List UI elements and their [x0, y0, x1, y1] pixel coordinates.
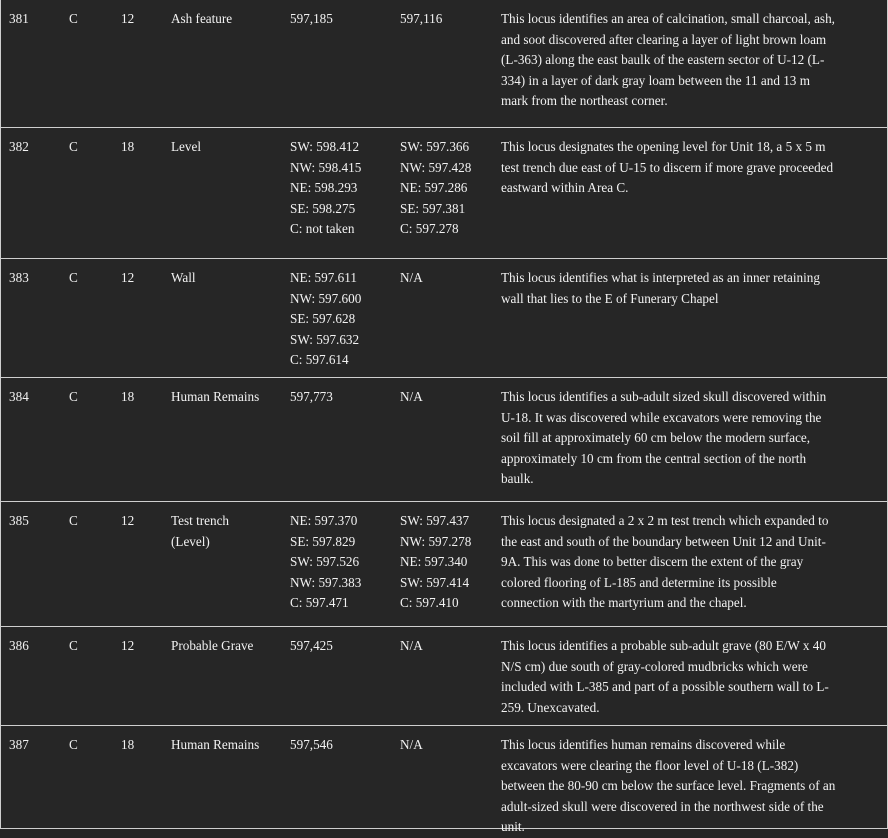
table-row — [0, 128, 888, 259]
bottom-elevation-cell-line: N/A — [400, 270, 423, 285]
description-cell-line: This locus identifies human remains discovered while — [501, 737, 786, 752]
bottom-elevation-cell-line: C: 597.410 — [400, 595, 459, 610]
table-row — [0, 502, 888, 627]
top-elevation-cell-line: C: not taken — [290, 221, 355, 236]
area-cell: C — [69, 638, 78, 653]
locus-type-cell-line: Level — [171, 139, 202, 154]
unit-cell: 18 — [121, 389, 135, 404]
description-cell-line: This locus identifies a sub-adult sized skull discovered within — [501, 389, 827, 404]
description-cell-line: 259. Unexcavated. — [501, 699, 600, 715]
description-cell — [501, 735, 879, 838]
description-cell-line: connection with the martyrium and the chapel. — [501, 595, 747, 610]
bottom-elevation-cell-line: N/A — [400, 638, 423, 653]
table-row — [0, 0, 888, 128]
table-row — [0, 378, 888, 502]
locus-number: 384 — [9, 389, 29, 404]
description-cell — [501, 9, 879, 112]
description-cell-line: This locus designated a 2 x 2 m test trench which expanded to — [501, 513, 829, 528]
table-row — [0, 259, 888, 378]
bottom-elevation-cell — [400, 735, 423, 756]
table-row — [0, 726, 888, 834]
bottom-elevation-cell-line: SW: 597.437 — [400, 513, 470, 528]
bottom-elevation-cell-line: NW: 597.278 — [400, 533, 472, 549]
top-elevation-cell — [290, 511, 361, 614]
description-cell — [501, 511, 879, 614]
locus-type-cell-line: Ash feature — [171, 11, 233, 26]
area-cell: C — [69, 389, 78, 404]
description-cell — [501, 387, 879, 490]
bottom-elevation-cell — [400, 9, 442, 30]
description-cell-line: test trench due east of U-15 to discern if more grave proceeded — [501, 159, 834, 175]
top-elevation-cell-line: SE: 597.628 — [290, 311, 356, 326]
locus-number: 386 — [9, 638, 29, 653]
unit-cell: 12 — [121, 638, 135, 653]
description-cell-line: included with L-385 and part of a possible southern wall to L- — [501, 679, 829, 694]
description-cell-line: wall that lies to the E of Funerary Chapel — [501, 290, 719, 306]
locus-number: 381 — [9, 11, 29, 26]
locus-type-cell — [171, 735, 259, 756]
top-elevation-cell — [290, 9, 333, 30]
description-cell-line: eastward within Area C. — [501, 180, 629, 195]
top-elevation-cell-line: SW: 598.412 — [290, 139, 360, 154]
area-cell: C — [69, 737, 78, 752]
bottom-elevation-cell-line: N/A — [400, 737, 423, 752]
top-elevation-cell-line: SE: 597.829 — [290, 533, 356, 549]
description-cell-line: approximately 10 cm from the central section of the north — [501, 450, 807, 466]
top-elevation-cell-line: SE: 598.275 — [290, 200, 356, 216]
top-elevation-cell-line: NE: 597.611 — [290, 270, 357, 285]
description-cell-line: unit. — [501, 819, 525, 834]
description-cell — [501, 636, 879, 718]
locus-type-cell — [171, 511, 229, 552]
area-cell: C — [69, 270, 78, 285]
top-elevation-cell-line: C: 597.614 — [290, 352, 349, 367]
description-cell-line: N/S cm) due south of gray-colored mudbricks which were — [501, 658, 808, 674]
description-cell-line: This locus identifies what is interpreted as an inner retaining — [501, 270, 820, 285]
description-cell-line: excavators were clearing the floor level of U-18 (L-382) — [501, 757, 799, 773]
area-cell: C — [69, 139, 78, 154]
unit-cell: 18 — [121, 139, 135, 154]
unit-cell: 12 — [121, 270, 135, 285]
top-elevation-cell-line: NW: 597.383 — [290, 574, 362, 590]
top-elevation-cell — [290, 636, 333, 657]
description-cell-line: mark from the northeast corner. — [501, 93, 668, 108]
area-cell: C — [69, 11, 78, 26]
top-elevation-cell-line: NE: 598.293 — [290, 180, 358, 195]
top-elevation-cell — [290, 387, 333, 408]
description-cell-line: colored flooring of L-185 and determine its possible — [501, 574, 777, 590]
locus-type-cell-line: Human Remains — [171, 737, 260, 752]
locus-type-cell — [171, 387, 259, 408]
description-cell-line: U-18. It was discovered while excavators were removing the — [501, 409, 822, 425]
bottom-elevation-cell-line: SE: 597.381 — [400, 200, 466, 216]
unit-cell: 12 — [121, 11, 135, 26]
bottom-elevation-cell-line: 597,116 — [400, 11, 443, 26]
top-elevation-cell-line: 597,425 — [290, 638, 333, 653]
bottom-elevation-cell — [400, 268, 423, 289]
locus-number: 383 — [9, 270, 29, 285]
description-cell-line: and soot discovered after clearing a layer of light brown loam — [501, 31, 827, 47]
locus-type-cell-line: Probable Grave — [171, 638, 254, 653]
top-elevation-cell-line: NW: 598.415 — [290, 159, 362, 175]
description-cell-line: (L-363) along the east baulk of the eastern sector of U-12 (L- — [501, 52, 825, 67]
description-cell — [501, 268, 879, 309]
top-elevation-cell — [290, 268, 361, 371]
top-elevation-cell-line: NW: 597.600 — [290, 290, 362, 306]
top-elevation-cell — [290, 137, 361, 240]
description-cell-line: adult-sized skull were discovered in the northwest side of the — [501, 798, 824, 814]
description-cell-line: between the 80-90 cm below the surface level. Fragments of an — [501, 778, 836, 793]
locus-number: 382 — [9, 139, 29, 154]
description-cell-line: 9A. This was done to better discern the extent of the gray — [501, 554, 804, 569]
locus-type-cell-line: (Level) — [171, 533, 210, 549]
top-elevation-cell — [290, 735, 333, 756]
area-cell: C — [69, 513, 78, 528]
bottom-elevation-cell — [400, 511, 471, 614]
top-elevation-cell-line: 597,185 — [290, 11, 333, 26]
table-row — [0, 627, 888, 726]
description-cell-line: soil fill at approximately 60 cm below the modern surface, — [501, 430, 811, 445]
description-cell-line: 334) in a layer of dark gray loam between the 11 and 13 m — [501, 72, 810, 88]
bottom-elevation-cell-line: N/A — [400, 389, 423, 404]
description-cell-line: the east and south of the boundary between Unit 12 and Unit- — [501, 533, 826, 549]
unit-cell: 18 — [121, 737, 135, 752]
locus-type-cell-line: Wall — [171, 270, 196, 285]
locus-type-cell-line: Test trench — [171, 513, 230, 528]
top-elevation-cell-line: 597,773 — [290, 389, 333, 404]
locus-type-cell — [171, 636, 253, 657]
description-cell-line: This locus designates the opening level for Unit 18, a 5 x 5 m — [501, 139, 826, 154]
bottom-elevation-cell-line: NE: 597.340 — [400, 554, 468, 569]
bottom-elevation-cell-line: NE: 597.286 — [400, 180, 468, 195]
locus-type-cell — [171, 137, 201, 158]
bottom-elevation-cell — [400, 387, 423, 408]
locus-type-cell-line: Human Remains — [171, 389, 260, 404]
top-elevation-cell-line: SW: 597.526 — [290, 554, 360, 569]
top-elevation-cell-line: SW: 597.632 — [290, 331, 360, 347]
bottom-elevation-cell-line: C: 597.278 — [400, 221, 459, 236]
description-cell-line: baulk. — [501, 471, 534, 486]
bottom-elevation-cell-line: NW: 597.428 — [400, 159, 472, 175]
bottom-elevation-cell — [400, 137, 471, 240]
top-elevation-cell-line: NE: 597.370 — [290, 513, 358, 528]
description-cell — [501, 137, 879, 199]
locus-type-cell — [171, 268, 196, 289]
locus-number: 385 — [9, 513, 29, 528]
unit-cell: 12 — [121, 513, 135, 528]
description-cell-line: This locus identifies an area of calcination, small charcoal, ash, — [501, 11, 835, 26]
locus-type-cell — [171, 9, 232, 30]
top-elevation-cell-line: C: 597.471 — [290, 595, 349, 610]
bottom-elevation-cell — [400, 636, 423, 657]
top-elevation-cell-line: 597,546 — [290, 737, 333, 752]
locus-number: 387 — [9, 737, 29, 752]
bottom-elevation-cell-line: SW: 597.366 — [400, 139, 470, 154]
description-cell-line: This locus identifies a probable sub-adult grave (80 E/W x 40 — [501, 638, 826, 653]
bottom-elevation-cell-line: SW: 597.414 — [400, 574, 470, 590]
